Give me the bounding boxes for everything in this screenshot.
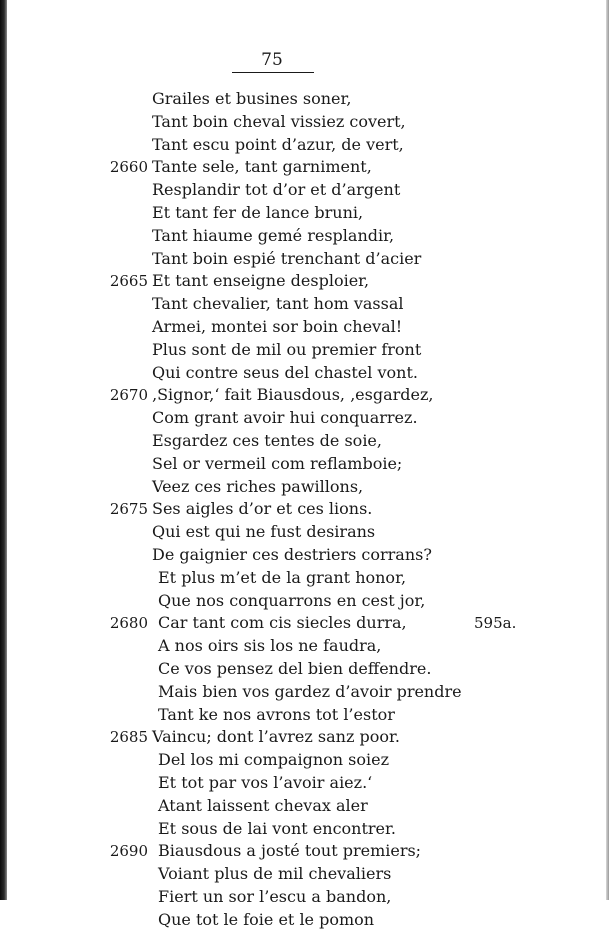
verse-text: De gaignier ces destriers corrans? bbox=[152, 544, 432, 564]
verse-line bbox=[0, 635, 609, 658]
verse-text: Armei, montei sor boin cheval! bbox=[152, 316, 403, 336]
verse-text: Et plus m’et de la grant honor, bbox=[158, 567, 407, 587]
verse-line bbox=[0, 567, 609, 590]
verse-text: Resplandir tot d’or et d’argent bbox=[152, 180, 401, 200]
verse-line bbox=[0, 886, 609, 909]
verse-text: Sel or vermeil com reflamboie; bbox=[152, 453, 403, 473]
verse-text: Et tot par vos l’avoir aiez.‘ bbox=[158, 772, 373, 792]
verse-text: Tant ke nos avrons tot l’estor bbox=[158, 704, 395, 724]
verse-text: Vaincu; dont l’avrez sanz poor. bbox=[152, 727, 400, 747]
verse-line bbox=[0, 179, 609, 202]
verse-text: Car tant com cis siecles durra, bbox=[158, 613, 407, 633]
verse-line bbox=[0, 134, 609, 157]
verse-text: Com grant avoir hui conquarrez. bbox=[152, 408, 418, 428]
verse-text: Biausdous a josté tout premiers; bbox=[158, 841, 422, 861]
verse-line bbox=[0, 270, 609, 293]
verse-line bbox=[0, 156, 609, 179]
verse-line bbox=[0, 316, 609, 339]
verse-text: A nos oirs sis los ne faudra, bbox=[158, 636, 382, 656]
verse-line bbox=[0, 590, 609, 613]
verse-text: Que nos conquarrons en cest jor, bbox=[158, 590, 426, 610]
verse-line bbox=[0, 772, 609, 795]
verse-line bbox=[0, 521, 609, 544]
verse-line bbox=[0, 498, 609, 521]
verse-text: Voiant plus de mil chevaliers bbox=[158, 864, 392, 884]
verse-text: Fiert un sor l’escu a bandon, bbox=[158, 886, 392, 906]
verse-line bbox=[0, 407, 609, 430]
verse-line bbox=[0, 818, 609, 841]
verse-text: Plus sont de mil ou premier front bbox=[152, 339, 422, 359]
line-number: 2665 bbox=[109, 272, 148, 291]
verse-line bbox=[0, 749, 609, 772]
verse-line bbox=[0, 612, 609, 635]
verse-text: Tant boin cheval vissiez covert, bbox=[152, 111, 406, 131]
verse-text: Ses aigles d’or et ces lions. bbox=[152, 499, 373, 519]
verse-text: Et tant enseigne desploier, bbox=[152, 271, 370, 291]
verse-text: Grailes et busines soner, bbox=[152, 89, 352, 108]
verse-text: Ce vos pensez del bien deffendre. bbox=[158, 658, 432, 678]
line-number: 2670 bbox=[109, 386, 148, 405]
verse-text: Atant laissent chevax aler bbox=[158, 795, 368, 815]
line-number: 2675 bbox=[109, 500, 148, 519]
verse-text: Tant chevalier, tant hom vassal bbox=[152, 294, 404, 314]
verse-line bbox=[0, 476, 609, 499]
verse-text: Et tant fer de lance bruni, bbox=[152, 202, 364, 222]
verse-text: Mais bien vos gardez d’avoir prendre bbox=[158, 681, 462, 701]
verse-line bbox=[0, 681, 609, 704]
verse-line bbox=[0, 248, 609, 271]
verse-text: Veez ces riches pawillons, bbox=[152, 476, 364, 496]
page-number: 75 bbox=[261, 50, 283, 70]
verse-line bbox=[0, 202, 609, 225]
verse-text: Del los mi compaignon soiez bbox=[158, 750, 390, 770]
verse-text: Tant escu point d’azur, de vert, bbox=[152, 134, 404, 154]
verse-line bbox=[0, 384, 609, 407]
verse-line bbox=[0, 658, 609, 681]
verse-block bbox=[0, 88, 609, 931]
page-number-rule bbox=[232, 72, 314, 73]
verse-line bbox=[0, 111, 609, 134]
verse-line bbox=[0, 430, 609, 453]
line-number: 2690 bbox=[109, 842, 148, 861]
verse-line bbox=[0, 453, 609, 476]
verse-line bbox=[0, 909, 609, 931]
verse-line bbox=[0, 840, 609, 863]
verse-text: Esgardez ces tentes de soie, bbox=[152, 430, 382, 450]
verse-text: Qui est qui ne fust desirans bbox=[152, 522, 376, 542]
line-number: 2685 bbox=[109, 728, 148, 747]
line-number: 2660 bbox=[109, 158, 148, 177]
verse-text: ‚Signor,‘ fait Biausdous, ‚esgardez, bbox=[152, 385, 434, 405]
verse-line bbox=[0, 704, 609, 727]
verse-text: Tante sele, tant garniment, bbox=[152, 157, 372, 177]
verse-line bbox=[0, 726, 609, 749]
verse-text: Tant boin espié trenchant d’acier bbox=[152, 248, 422, 268]
verse-text: Que tot le foie et le pomon bbox=[158, 909, 375, 929]
line-number: 2680 bbox=[109, 614, 148, 633]
verse-line bbox=[0, 339, 609, 362]
verse-line bbox=[0, 544, 609, 567]
verse-line bbox=[0, 225, 609, 248]
verse-line bbox=[0, 362, 609, 385]
margin-reference: 595a. bbox=[474, 614, 517, 633]
verse-text: Et sous de lai vont encontrer. bbox=[158, 818, 396, 838]
verse-line bbox=[0, 863, 609, 886]
verse-line bbox=[0, 88, 609, 111]
verse-text: Tant hiaume gemé resplandir, bbox=[152, 225, 395, 245]
verse-text: Qui contre seus del chastel vont. bbox=[152, 362, 418, 382]
verse-line bbox=[0, 293, 609, 316]
verse-line bbox=[0, 795, 609, 818]
